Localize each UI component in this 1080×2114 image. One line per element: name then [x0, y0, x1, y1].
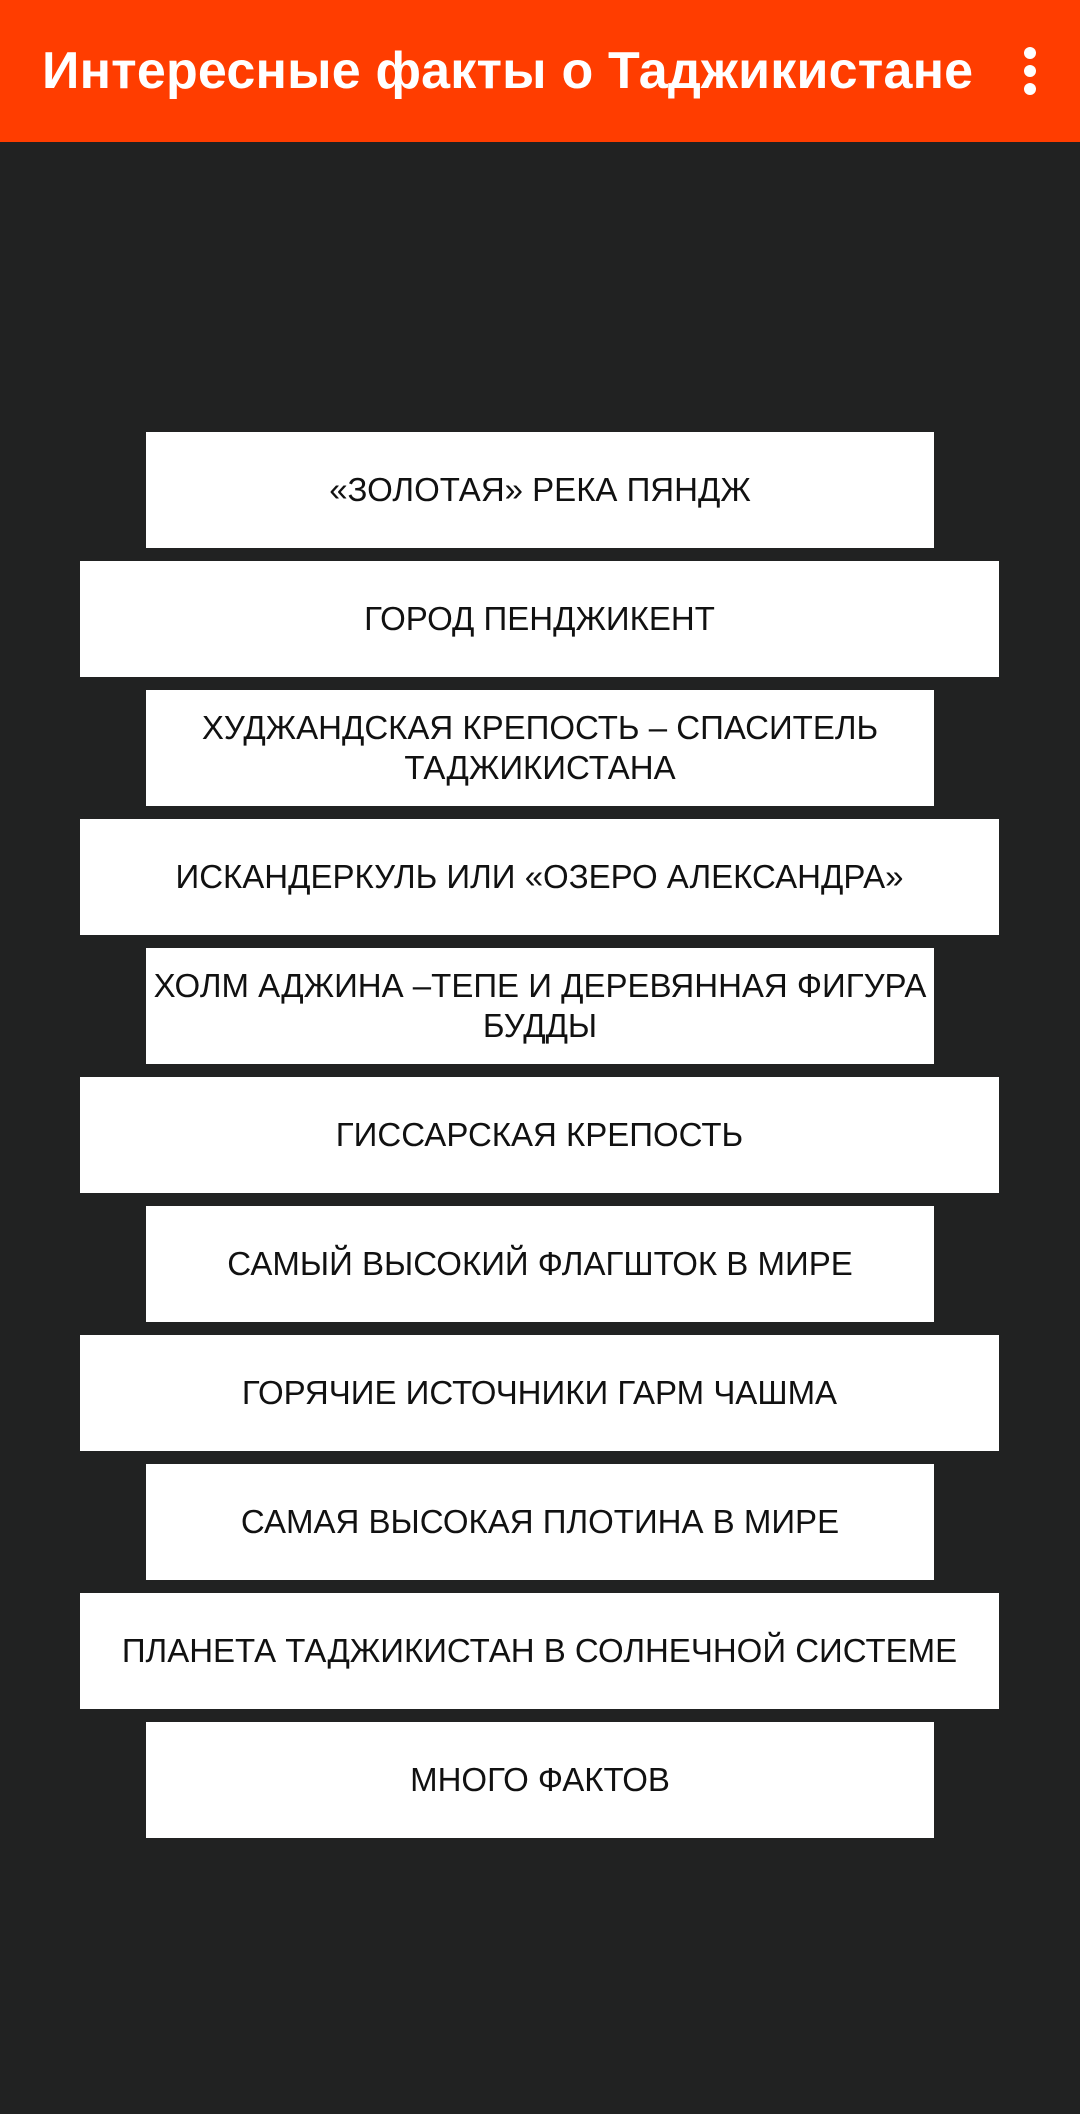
overflow-menu-button[interactable]	[980, 0, 1080, 142]
fact-button-label: ХОЛМ АДЖИНА –ТЕПЕ И ДЕРЕВЯННАЯ ФИГУРА БУДДЫ	[153, 967, 927, 1044]
more-vert-icon	[1022, 47, 1038, 95]
fact-button-label: ИСКАНДЕРКУЛЬ ИЛИ «ОЗЕРО АЛЕКСАНДРА»	[175, 858, 904, 895]
fact-button-flagpole[interactable]	[146, 1206, 934, 1322]
fact-button-label: ГОРЯЧИЕ ИСТОЧНИКИ ГАРМ ЧАШМА	[241, 1374, 838, 1411]
fact-button-label: МНОГО ФАКТОВ	[410, 1761, 670, 1798]
fact-button-iskanderkul[interactable]	[80, 819, 999, 935]
fact-button-khujand-fortress[interactable]	[146, 690, 934, 806]
fact-button-label: САМЫЙ ВЫСОКИЙ ФЛАГШТОК В МИРЕ	[227, 1245, 853, 1282]
app-title: Интересные факты о Таджикистане	[42, 42, 974, 100]
fact-button-label: ГИССАРСКАЯ КРЕПОСТЬ	[335, 1116, 744, 1153]
fact-button-label: ПЛАНЕТА ТАДЖИКИСТАН В СОЛНЕЧНОЙ СИСТЕМЕ	[121, 1632, 958, 1669]
fact-button-planet[interactable]	[80, 1593, 999, 1709]
fact-button-many-facts[interactable]	[146, 1722, 934, 1838]
fact-button-hissar-fortress[interactable]	[80, 1077, 999, 1193]
fact-button-label: «ЗОЛОТАЯ» РЕКА ПЯНДЖ	[329, 471, 751, 508]
app-bar	[0, 0, 1080, 142]
fact-button-label: ГОРОД ПЕНДЖИКЕНТ	[364, 600, 715, 637]
fact-button-penjikent[interactable]	[80, 561, 999, 677]
fact-button-dam[interactable]	[146, 1464, 934, 1580]
fact-button-label: ХУДЖАНДСКАЯ КРЕПОСТЬ – СПАСИТЕЛЬ ТАДЖИКИСТАНА	[201, 709, 879, 786]
fact-button-ajina-tepe[interactable]	[146, 948, 934, 1064]
fact-button-label: САМАЯ ВЫСОКАЯ ПЛОТИНА В МИРЕ	[240, 1503, 840, 1540]
fact-button-garm-chashma[interactable]	[80, 1335, 999, 1451]
fact-button-pyanj-river[interactable]	[146, 432, 934, 548]
